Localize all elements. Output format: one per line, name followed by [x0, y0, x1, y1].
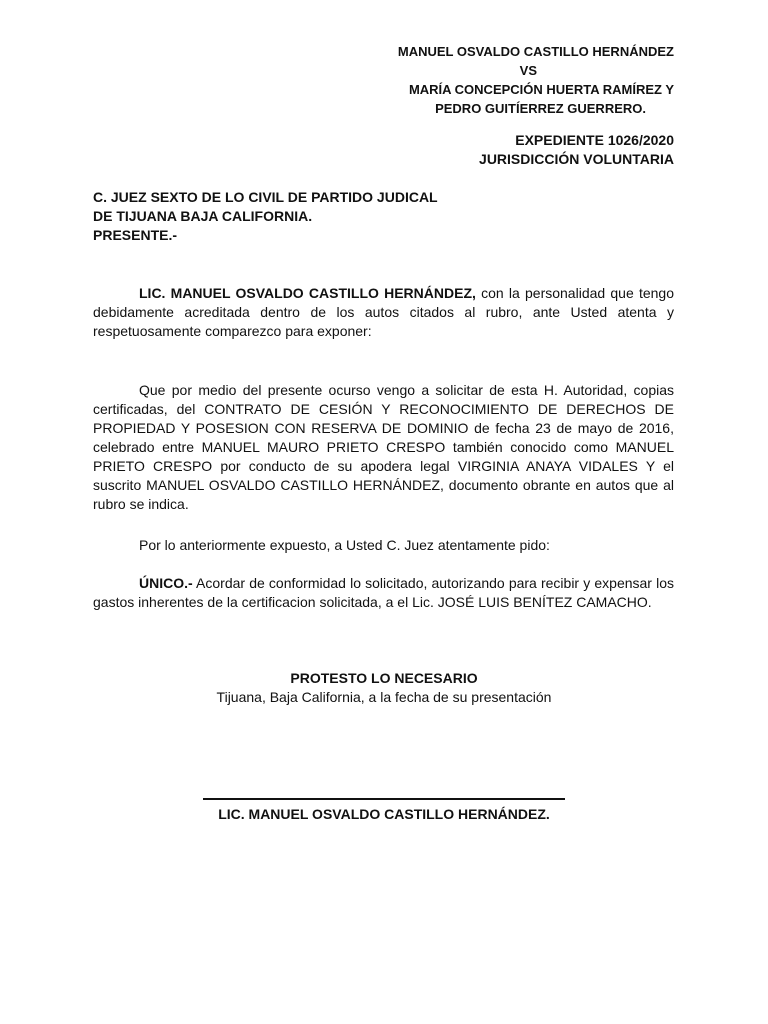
addressee-block [93, 188, 438, 245]
unico-paragraph [93, 574, 674, 612]
signature-line [203, 798, 565, 800]
case-caption [398, 42, 674, 118]
case-reference [479, 131, 674, 169]
signer-name: LIC. MANUEL OSVALDO CASTILLO HERNÁNDEZ. [218, 806, 550, 822]
request-paragraph [93, 381, 674, 514]
jurisdiction-type: JURISDICCIÓN VOLUNTARIA [479, 151, 674, 167]
petition-text: Por lo anteriormente expuesto, a Usted C. Juez atentamente pido: [139, 537, 550, 553]
request-text: Que por medio del presente ocurso vengo a solicitar de esta H. Autoridad, copias certificadas, del CONTRATO DE CESIÓN Y RECONOCIMIENTO DE DERECHOS DE PROPIEDAD Y POSESION CON RESERVA DE DOMINIO de fecha 23 de mayo de 2016, celebrado entre MANUEL MAURO PRIETO CRESPO también conocido como MANUEL PRIETO CRESPO por conducto de su apodera legal VIRGINIA ANAYA VIDALES Y el suscrito MANUEL OSVALDO CASTILLO HERNÁNDEZ, documento obrante en autos que al rubro se indica. [93, 382, 674, 512]
intro-text: con la personalidad que tengo debidamente acreditada dentro de los autos citados al rubro, ante Usted atenta y respetuosamente comparezco para exponer: [93, 285, 674, 339]
plaintiff-name: MANUEL OSVALDO CASTILLO HERNÁNDEZ [397, 44, 674, 59]
closing-block [0, 669, 768, 707]
petition-paragraph [93, 536, 674, 555]
addressee-line1: C. JUEZ SEXTO DE LO CIVIL DE PARTIDO JUDICAL [93, 189, 438, 205]
protesto-heading: PROTESTO LO NECESARIO [290, 670, 478, 686]
addressee-line3: PRESENTE.- [93, 227, 178, 243]
addressee-line2: DE TIJUANA BAJA CALIFORNIA. [93, 208, 313, 224]
place-date-line: Tijuana, Baja California, a la fecha de su presentación [216, 689, 552, 705]
intro-paragraph [93, 284, 674, 341]
versus-label: VS [519, 63, 537, 78]
defendant-name-line1: MARÍA CONCEPCIÓN HUERTA RAMÍREZ Y [408, 82, 674, 97]
case-number: EXPEDIENTE 1026/2020 [515, 132, 674, 148]
unico-text: Acordar de conformidad lo solicitado, autorizando para recibir y expensar los gastos inherentes de la certificacion solicitada, a el Lic. JOSÉ LUIS BENÍTEZ CAMACHO. [93, 575, 674, 610]
defendant-name-line2: PEDRO GUITÍERREZ GUERRERO. [435, 101, 646, 116]
petitioner-name: LIC. MANUEL OSVALDO CASTILLO HERNÁNDEZ, [139, 285, 476, 301]
unico-label: ÚNICO.- [139, 575, 193, 591]
